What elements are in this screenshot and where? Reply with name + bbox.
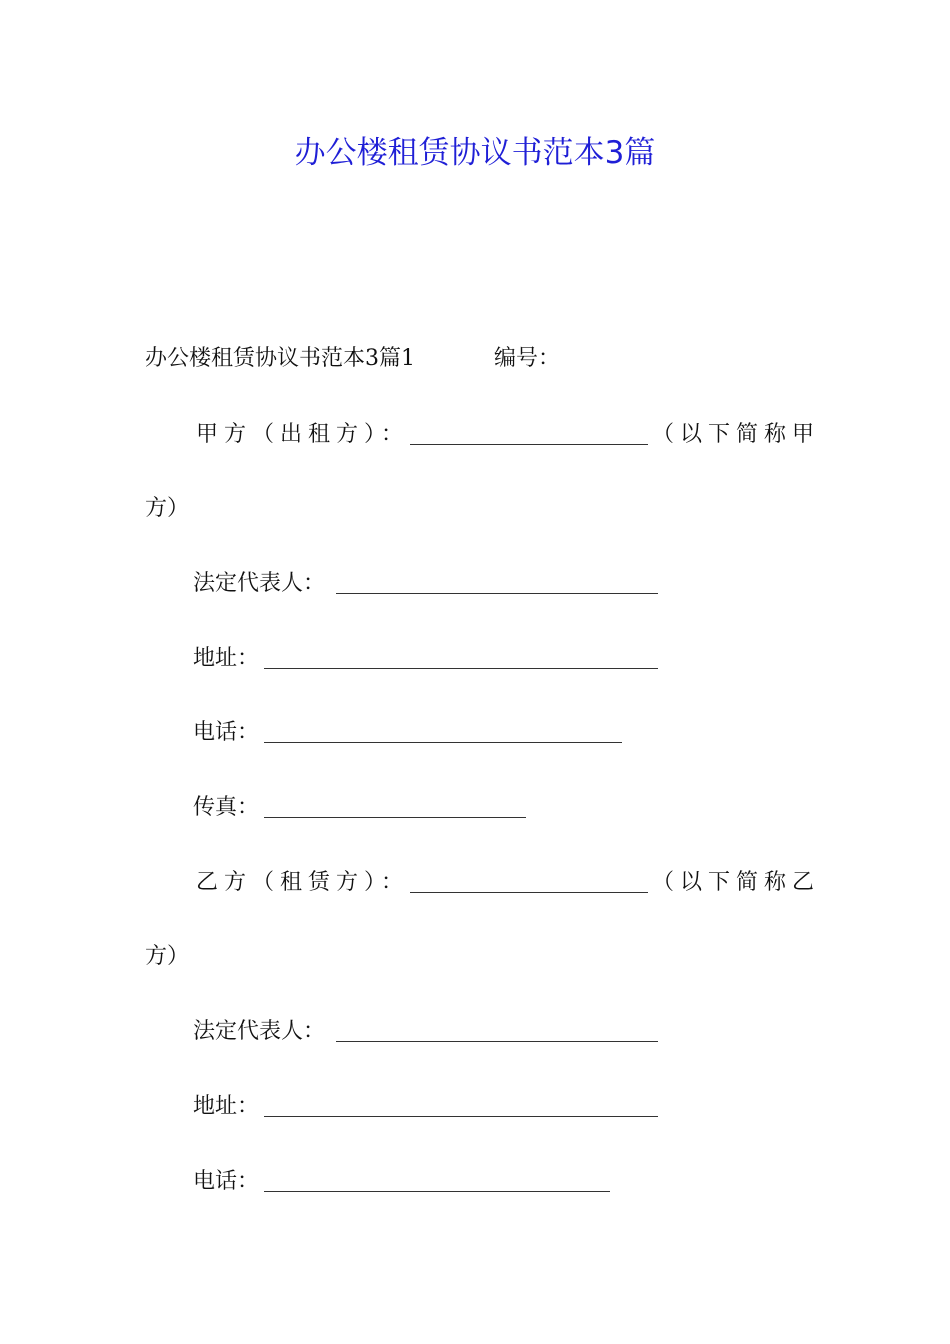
party-a-rep-blank[interactable] — [336, 593, 658, 594]
party-a-rep-label: 法定代表人： — [193, 571, 326, 596]
party-a-suffix: （以下简称甲 — [652, 422, 821, 447]
party-b-rep-blank[interactable] — [336, 1041, 658, 1042]
party-a-wrap: 方） — [145, 496, 190, 521]
party-b-phone-blank[interactable] — [264, 1191, 610, 1192]
party-a-phone-label: 电话： — [193, 720, 260, 745]
party-b-name-blank[interactable] — [410, 892, 648, 893]
party-b-address-label: 地址： — [193, 1094, 260, 1119]
number-label: 编号： — [494, 346, 561, 371]
section-heading: 办公楼租赁协议书范本3篇1 — [145, 346, 415, 371]
party-a-fax-blank[interactable] — [264, 817, 526, 818]
party-a-phone-blank[interactable] — [264, 742, 622, 743]
party-b-rep-label: 法定代表人： — [193, 1019, 326, 1044]
party-b-phone-label: 电话： — [193, 1169, 260, 1194]
party-a-label: 甲方（出租方）： — [196, 422, 410, 447]
party-a-fax-label: 传真： — [193, 795, 260, 820]
document-title: 办公楼租赁协议书范本3篇 — [294, 135, 656, 171]
party-b-label: 乙方（租赁方）： — [196, 870, 410, 895]
party-a-address-blank[interactable] — [264, 668, 658, 669]
party-a-address-label: 地址： — [193, 646, 260, 671]
party-a-name-blank[interactable] — [410, 444, 648, 445]
party-b-suffix: （以下简称乙 — [652, 870, 821, 895]
party-b-wrap: 方） — [145, 944, 190, 969]
party-b-address-blank[interactable] — [264, 1116, 658, 1117]
